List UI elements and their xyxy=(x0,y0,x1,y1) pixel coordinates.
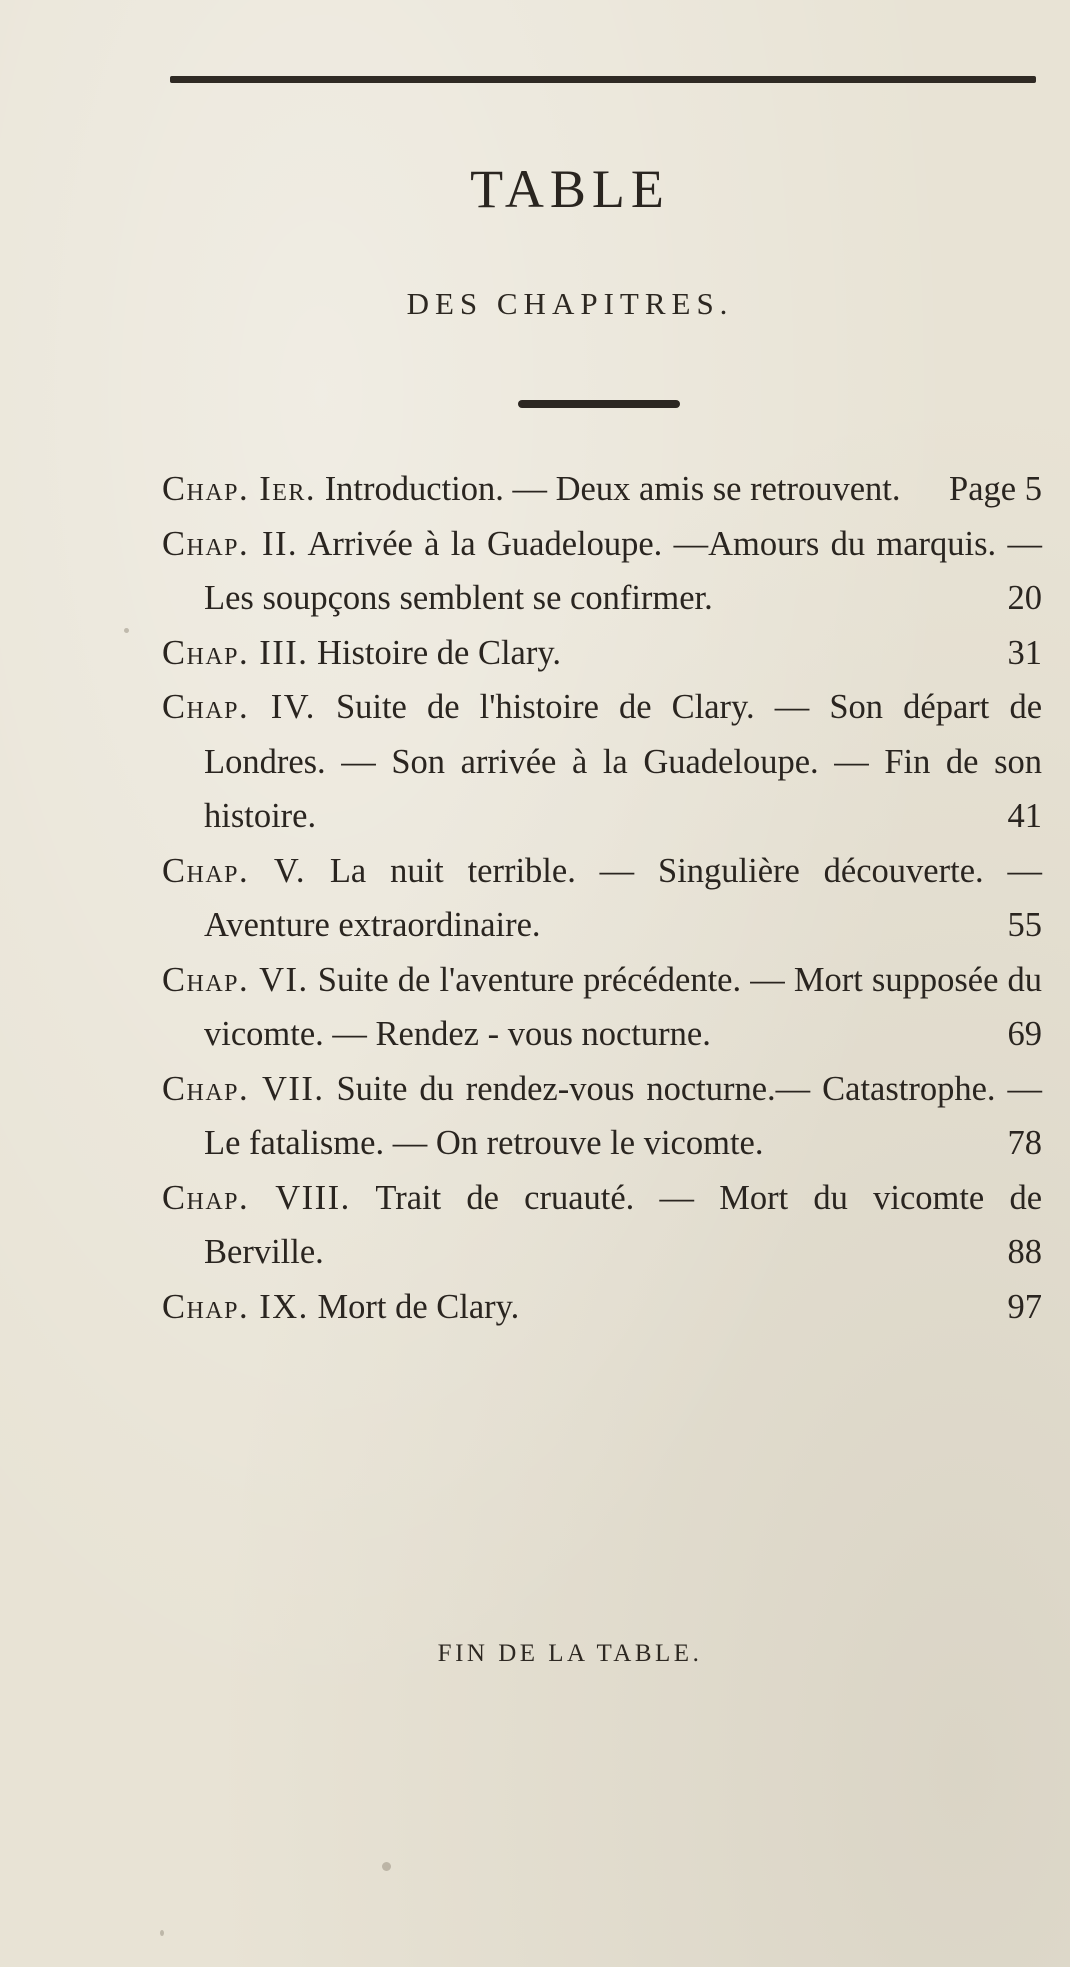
page-number: 97 xyxy=(1007,1287,1042,1326)
chapter-label: Chap. VI. xyxy=(162,960,309,999)
chapter-label: Chap. II. xyxy=(162,524,299,563)
page-number: 88 xyxy=(1007,1233,1042,1271)
page-number: 69 xyxy=(1007,1015,1042,1053)
chapter-title: Suite du rendez-vous nocturne.— Catastrophe. — Le fatalisme. — On retrouve le vicomte. xyxy=(204,1069,1043,1162)
toc-entry xyxy=(162,517,1042,626)
chapter-label: Chap. Ier. xyxy=(162,470,317,508)
paper-speck xyxy=(160,1930,164,1936)
page-number: Page 5 xyxy=(949,470,1042,508)
page-title: TABLE xyxy=(470,159,670,219)
toc-entry xyxy=(162,953,1042,1062)
ornamental-rule xyxy=(518,400,680,408)
chapter-label: Chap. IV. xyxy=(162,688,316,726)
toc-entry xyxy=(162,680,1042,844)
chapter-label: Chap. VII. xyxy=(162,1069,325,1108)
toc-entry xyxy=(162,1280,1042,1335)
chapter-title: Mort de Clary. xyxy=(317,1287,520,1326)
chapter-title: Arrivée à la Guadeloupe. —Amours du marquis. — Les soupçons semblent se confirmer. xyxy=(204,524,1042,617)
page-number: 31 xyxy=(1007,633,1042,672)
page-number: 78 xyxy=(1007,1124,1042,1162)
paper-speck xyxy=(124,628,129,633)
toc-entry xyxy=(162,1062,1042,1171)
table-of-contents xyxy=(162,462,1042,1334)
chapter-title: Histoire de Clary. xyxy=(317,633,561,672)
toc-entry xyxy=(162,626,1042,681)
chapter-label: Chap. III. xyxy=(162,633,309,672)
top-rule xyxy=(170,76,1036,83)
chapter-label: Chap. IX. xyxy=(162,1287,309,1326)
page-subtitle: DES CHAPITRES. xyxy=(406,286,734,321)
page-number: 55 xyxy=(1007,906,1042,944)
chapter-title: Introduction. — Deux amis se retrouvent. xyxy=(324,470,901,508)
toc-entry xyxy=(162,462,1042,517)
chapter-label: Chap. VIII. xyxy=(162,1178,351,1217)
chapter-title: Trait de cruauté. — Mort du vicomte de Berville. xyxy=(204,1178,1043,1271)
chapter-title: Suite de l'aventure précédente. — Mort supposée du vicomte. — Rendez - vous nocturne. xyxy=(204,960,1042,1053)
toc-entry xyxy=(162,844,1042,953)
page-number: 41 xyxy=(1007,797,1042,835)
chapter-title: La nuit terrible. — Singulière découverte. — Aventure extraordinaire. xyxy=(204,851,1042,944)
paper-speck xyxy=(382,1862,391,1871)
page-number: 20 xyxy=(1007,579,1042,617)
chapter-title: Suite de l'histoire de Clary. — Son départ de Londres. — Son arrivée à la Guadeloupe. — Fin de son histoire. xyxy=(204,688,1043,835)
toc-entry xyxy=(162,1171,1042,1280)
end-of-table: FIN DE LA TABLE. xyxy=(437,1640,703,1667)
chapter-label: Chap. V. xyxy=(162,851,306,890)
